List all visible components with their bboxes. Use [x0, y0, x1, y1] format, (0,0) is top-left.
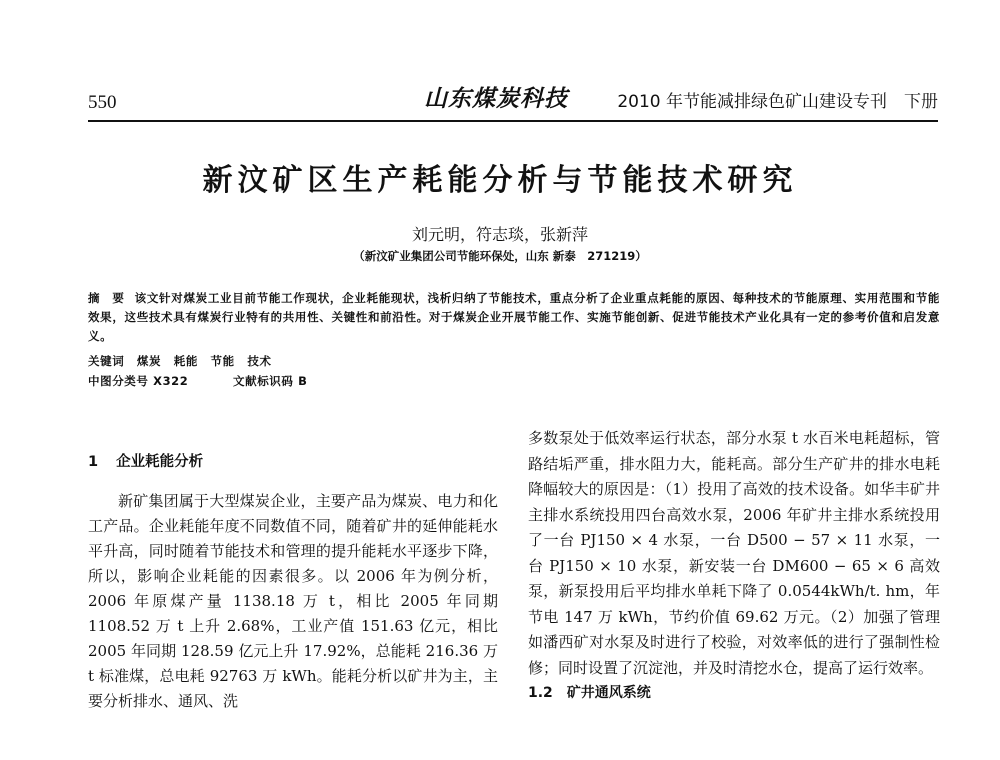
keywords-label: 关键词 [88, 354, 125, 368]
author-affiliation: （新汶矿业集团公司节能环保处，山东 新泰 271219） [353, 249, 647, 263]
left-column [88, 430, 498, 714]
journal-logo: 山东煤炭科技 [424, 85, 568, 112]
clc-label: 中图分类号 [88, 374, 149, 388]
section-heading [88, 450, 498, 475]
abstract-text: 该文针对煤炭工业目前节能工作现状，企业耗能现状，浅析归纳了节能技术，重点分析了企业重点耗能的原因、每种技术的节能原理、实用范围和节能效果，这些技术具有煤炭行业特有的共用性、关键性和前沿性。对于煤炭企业开展节能工作、实施节能创新、促进节能技术产业化具有一定的参考价值和启发意义。 [88, 291, 940, 343]
subsection-heading [528, 681, 940, 707]
subsection-number: 1.2 [528, 685, 553, 701]
paper-title: 新汶矿区生产耗能分析与节能技术研究 [202, 163, 798, 198]
body-paragraph: 新矿集团属于大型煤炭企业，主要产品为煤炭、电力和化工产品。企业耗能年度不同数值不同，随着矿井的延伸能耗水平升高，同时随着节能技术和管理的提升能耗水平逐步下降，所以，影响企业耗能的因素很多。以 2006 年为例分析，2006 年原煤产量 1138.18 万 t，相比 2005 年同期 1108.52 万 t 上升 2.68%，工业产值 151.63 亿元，相比 2005 年同期 128.59 亿元上升 17.92%，总能耗 216.36 万 t 标准煤，总电耗 92763 万 kWh。能耗分析以矿井为主，主要分析排水、通风、洗 [88, 492, 498, 710]
page-number: 550 [88, 92, 117, 113]
author-list: 刘元明，符志琰，张新萍 [411, 225, 588, 244]
doc-code-label: 文献标识码 [233, 374, 294, 388]
keyword: 节能 [210, 354, 235, 368]
clc-value: X322 [153, 374, 189, 388]
subsection-title: 矿井通风系统 [566, 685, 651, 701]
header-divider [88, 120, 938, 122]
right-column [528, 426, 940, 707]
keywords [88, 353, 272, 369]
abstract [88, 289, 940, 346]
abstract-label: 摘 要 [88, 291, 125, 305]
classification-line [88, 373, 307, 389]
keyword: 技术 [247, 354, 272, 368]
section-number: 1 [88, 454, 99, 470]
keyword: 煤炭 [136, 354, 162, 368]
doc-code-value: B [298, 374, 308, 388]
body-paragraph: 多数泵处于低效率运行状态，部分水泵 t 水百米电耗超标，管路结垢严重，排水阻力大，能耗高。部分生产矿井的排水电耗降幅较大的原因是：（1）投用了高效的技术设备。如华丰矿井主排水系统投用四台高效水泵，2006 年矿井主排水系统投用了一台 PJ150 × 4 水泵，一台 D500 − 57 × 11 水泵，一台 PJ150 × 10 水泵，新安装一台 DM600 − 65 × 6 高效泵，新泵投用后平均排水单耗下降了 0.0544kWh/t. hm，年节电 147 万 kWh，节约价值 69.62 万元。（2）加强了管理如潘西矿对水泵及时进行了校验，对效率低的进行了强制性检修；同时设置了沉淀池，并及时清挖水仓，提高了运行效率。 [528, 429, 940, 677]
issue-title: 2010 年节能减排绿色矿山建设专刊 下册 [617, 92, 938, 112]
keyword: 耗能 [173, 354, 198, 368]
section-title: 企业耗能分析 [116, 454, 204, 470]
